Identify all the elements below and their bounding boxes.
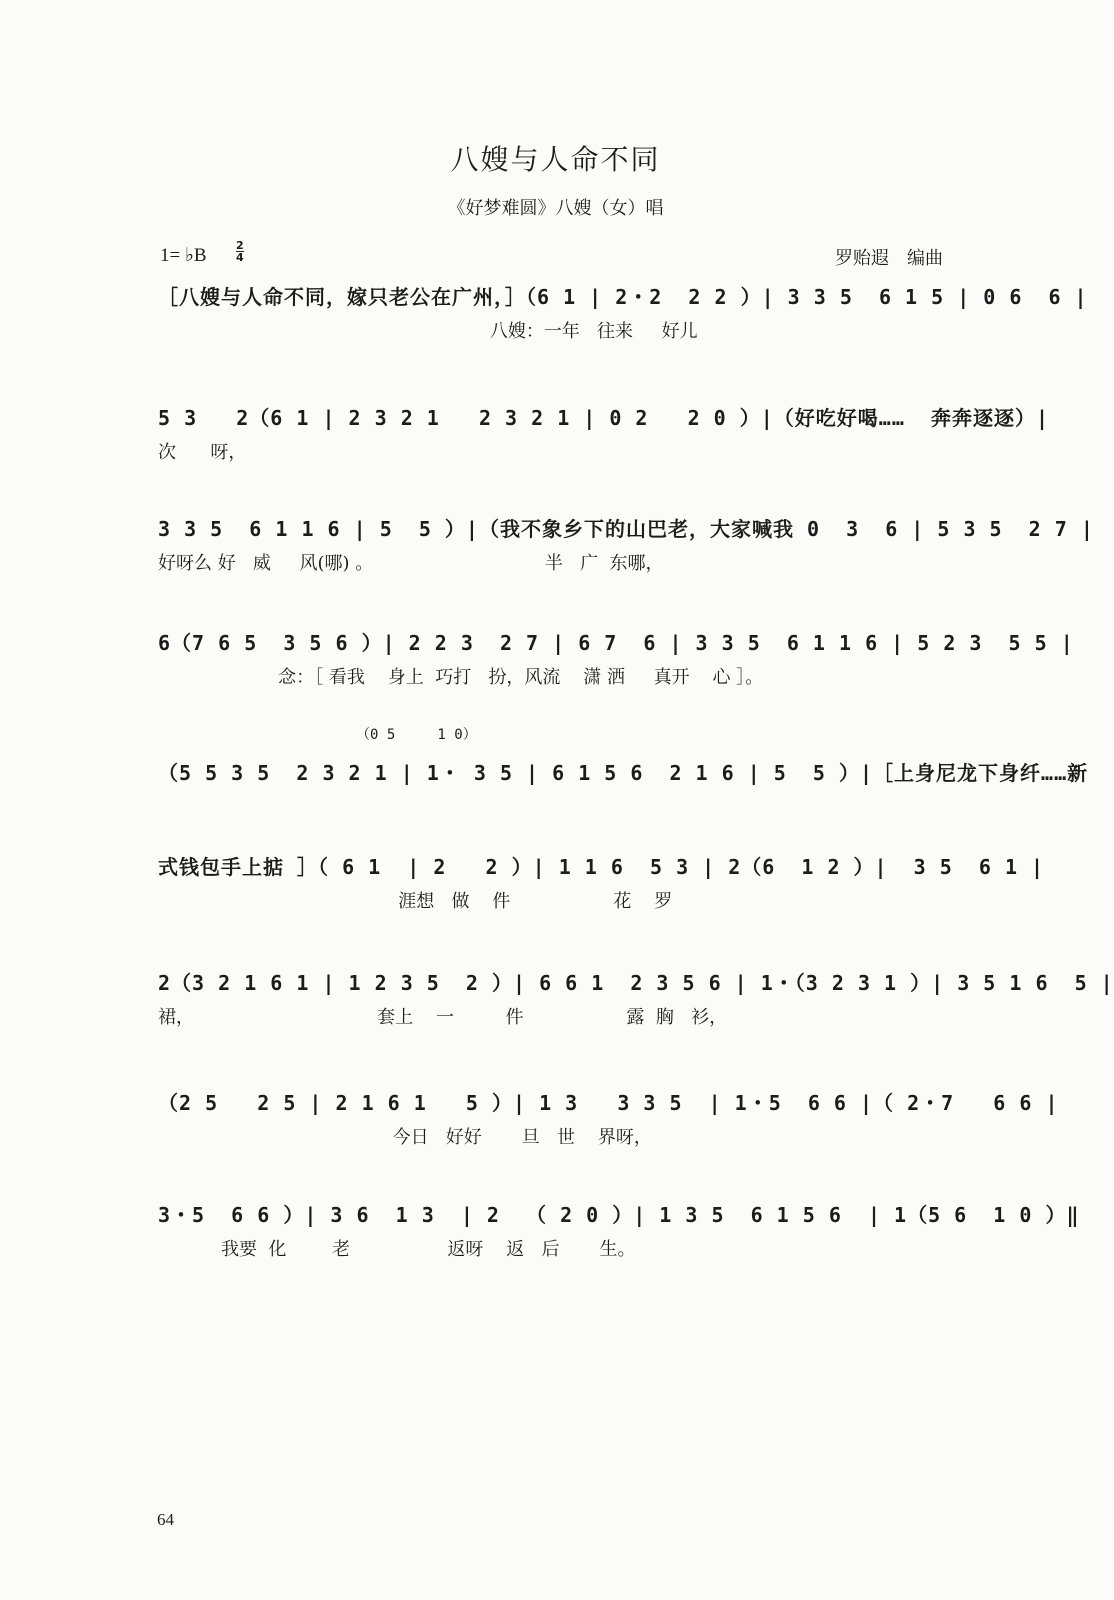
meter-bottom: 4 bbox=[236, 251, 244, 264]
score-system-2 bbox=[158, 403, 1050, 467]
notation-line: ［八嫂与人命不同，嫁只老公在广州，］（6 1 | 2・2 2 2 ）| 3 3 5 6 1 5 | 0 6 6 | bbox=[158, 285, 1088, 309]
score-system-5 bbox=[158, 758, 1089, 822]
notation-line: 3 3 5 6 1 1 6 | 5 5 ）|（我不象乡下的山巴老，大家喊我 0 3 6 | 5 3 5 2 7 | bbox=[158, 517, 1094, 541]
notation-line: 3・5 6 6 ）| 3 6 1 3 | 2 （ 2 0 ）| 1 3 5 6 1 5 6 | 1（5 6 1 0 ）‖ bbox=[158, 1203, 1080, 1227]
time-signature bbox=[236, 240, 244, 263]
lyric-line: 我要 化 老 返呀 返 后 生。 bbox=[158, 1239, 636, 1260]
score-system-8 bbox=[158, 1088, 1059, 1152]
score-system-6 bbox=[158, 852, 1045, 916]
notation-line: （5 5 3 5 2 3 2 1 | 1・ 3 5 | 6 1 5 6 2 1 6 | 5 5 ）|［上身尼龙下身纤……新 bbox=[158, 761, 1089, 785]
composer-credit: 罗贻遐 编曲 bbox=[835, 248, 943, 269]
notation-line: 式钱包手上掂 ］（ 6 1 | 2 2 ）| 1 1 6 5 3 | 2（6 1 2 ）| 3 5 6 1 | bbox=[158, 855, 1045, 879]
score-system-7 bbox=[158, 968, 1114, 1032]
notation-line: 6（7 6 5 3 5 6 ）| 2 2 3 2 7 | 6 7 6 | 3 3 5 6 1 1 6 | 5 2 3 5 5 | bbox=[158, 631, 1074, 655]
score-system-9 bbox=[158, 1200, 1080, 1264]
ornament-annotation: （0 5 1 0） bbox=[356, 727, 477, 743]
score-system-1 bbox=[158, 282, 1088, 346]
song-title: 八嫂与人命不同 bbox=[450, 143, 661, 176]
notation-line: 2（3 2 1 6 1 | 1 2 3 5 2 ）| 6 6 1 2 3 5 6 | 1・（3 2 3 1 ）| 3 5 1 6 5 | bbox=[158, 971, 1114, 995]
lyric-line: 涯想 做 件 花 罗 bbox=[158, 891, 673, 912]
page-number: 64 bbox=[157, 1510, 174, 1529]
lyric-line: 八嫂：一年 往来 好儿 bbox=[158, 321, 698, 342]
key-signature: 1= ♭B bbox=[160, 245, 207, 266]
song-subtitle: 《好梦难圆》八嫂（女）唱 bbox=[447, 198, 664, 219]
lyric-line: 次 呀， bbox=[158, 442, 247, 463]
notation-line: （2 5 2 5 | 2 1 6 1 5 ）| 1 3 3 3 5 | 1・5 6 6 |（ 2・7 6 6 | bbox=[158, 1091, 1059, 1115]
notation-line: 5 3 2（6 1 | 2 3 2 1 2 3 2 1 | 0 2 2 0 ）|（好吃好喝…… 奔奔逐逐）| bbox=[158, 406, 1050, 430]
lyric-line: 今日 好好 旦 世 界呀， bbox=[158, 1127, 652, 1148]
score-system-4 bbox=[158, 628, 1074, 692]
lyric-line: 好呀么 好 威 风(哪) 。 半 广 东哪， bbox=[158, 553, 664, 574]
lyric-line bbox=[158, 794, 958, 822]
score-system-3 bbox=[158, 514, 1094, 578]
lyric-line: 裙， 套上 一 件 露 胸 衫， bbox=[158, 1007, 728, 1028]
meter-top: 2 bbox=[236, 239, 244, 252]
lyric-line: 念：［ 看我 身上 巧打 扮，风流 潇 洒 真开 心 ］。 bbox=[158, 667, 764, 688]
